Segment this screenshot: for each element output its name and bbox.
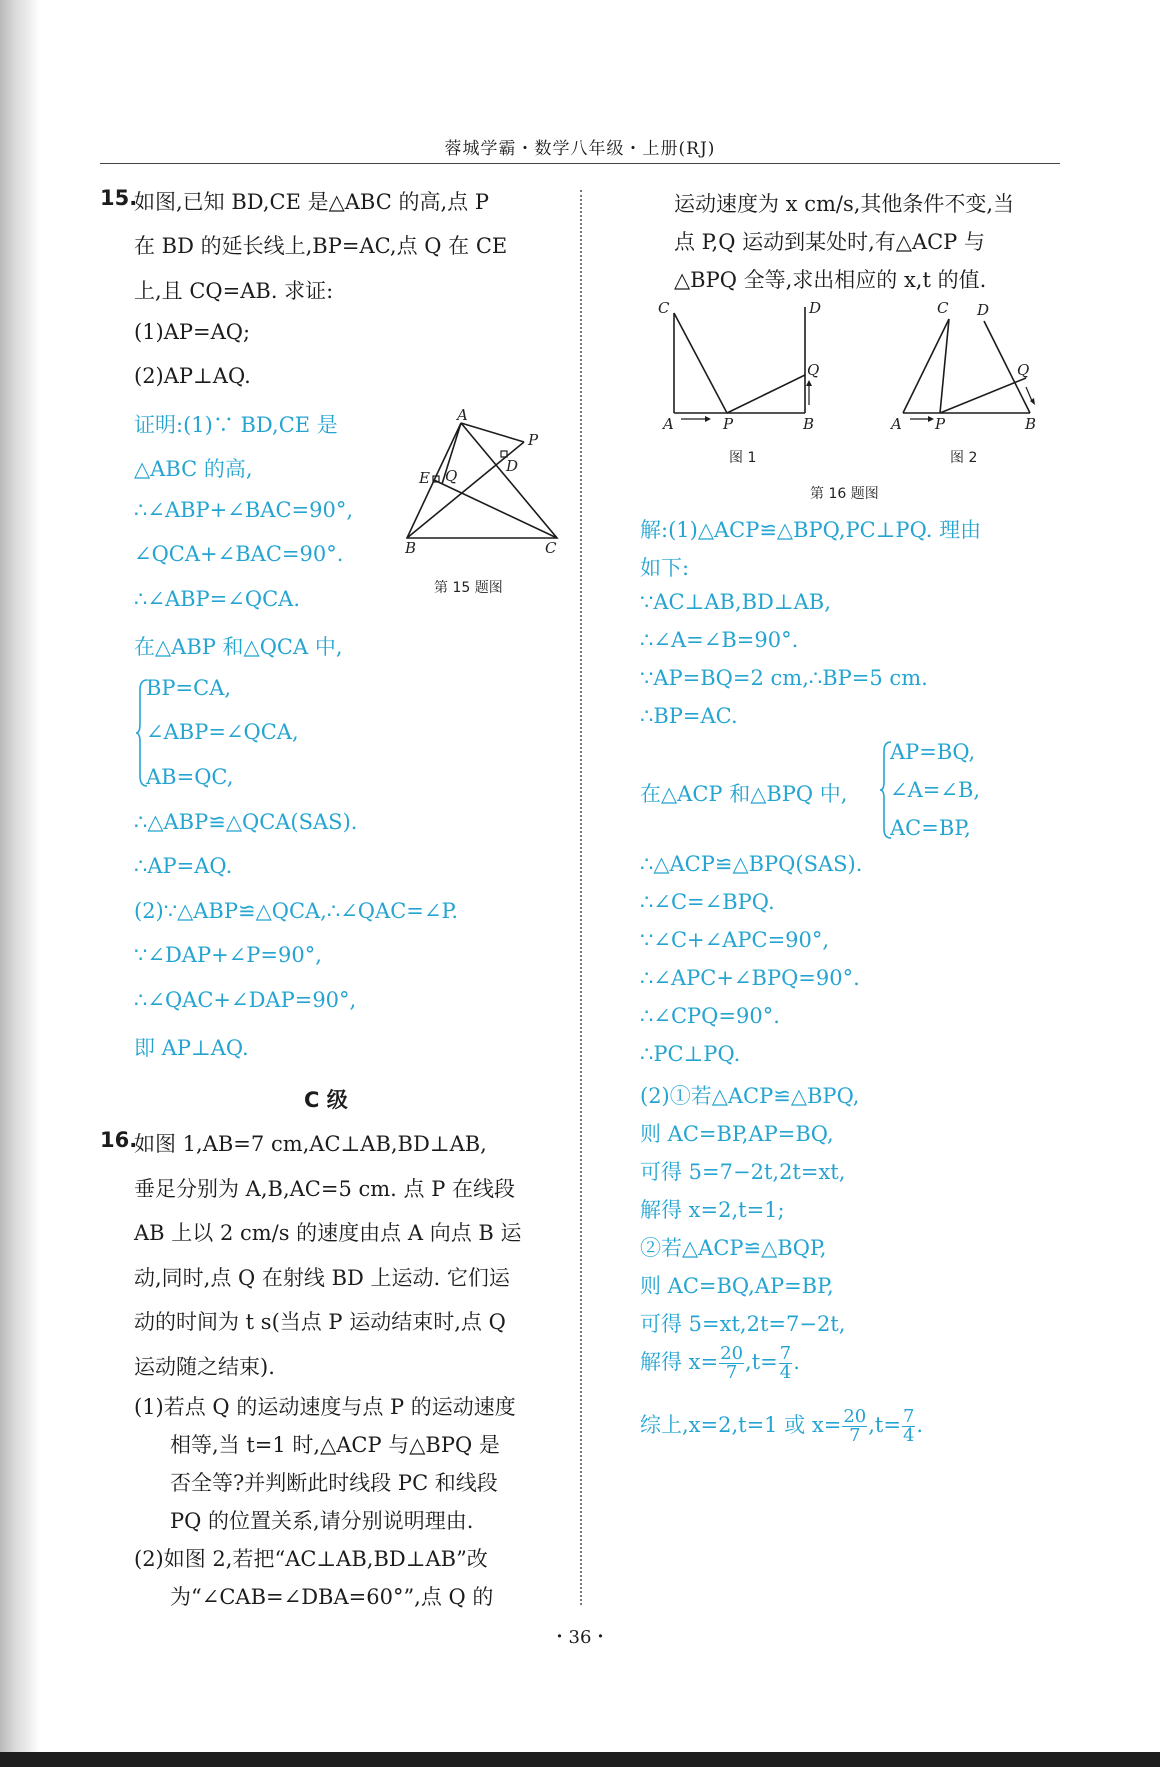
fraction-denominator: 4 bbox=[902, 1425, 915, 1446]
q16-system-line: AC=BP, bbox=[890, 816, 971, 840]
fig15-label-c: C bbox=[545, 539, 557, 555]
q16-part2-line: 为“∠CAB=∠DBA=60°”,点 Q 的 bbox=[170, 1585, 494, 1609]
fraction-denominator: 4 bbox=[779, 1362, 792, 1383]
q16-solution-line: ②若△ACP≌△BQP, bbox=[640, 1236, 827, 1260]
q16-stem-line: 动,同时,点 Q 在射线 BD 上运动. 它们运 bbox=[134, 1266, 510, 1290]
q15-proof-line: 证明:(1)∵ BD,CE 是 bbox=[134, 413, 338, 437]
running-header: 蓉城学霸・数学八年级・上册(RJ) bbox=[444, 139, 716, 159]
q16-solution bbox=[640, 0, 1060, 1620]
fig15-label-d: D bbox=[506, 457, 519, 475]
q15-proof-line: ∴AP=AQ. bbox=[134, 854, 233, 878]
q15-proof-line: ∵∠DAP+∠P=90°, bbox=[134, 943, 322, 967]
result-text: 综上,x=2,t=1 或 x= bbox=[640, 1413, 842, 1437]
q16-solution-line: 可得 5=xt,2t=7−2t, bbox=[640, 1312, 846, 1336]
q16-solution-line: 则 AC=BP,AP=BQ, bbox=[640, 1122, 834, 1146]
q16-solution-line: 如下: bbox=[640, 556, 690, 580]
fraction-numerator: 7 bbox=[902, 1406, 915, 1427]
question-15-number: 15. bbox=[100, 186, 138, 210]
figure-15-caption: 第 15 题图 bbox=[434, 580, 503, 596]
fig15-label-b: B bbox=[405, 539, 417, 555]
q16-result-case2 bbox=[640, 1345, 800, 1382]
fraction-numerator: 20 bbox=[843, 1406, 867, 1427]
q15-part-1: (1)AP=AQ; bbox=[134, 320, 251, 344]
q16-solution-line: ∴∠C=∠BPQ. bbox=[640, 890, 775, 914]
figure-16-1-caption: 图 1 bbox=[729, 450, 757, 466]
figure-16-caption: 第 16 题图 bbox=[810, 486, 879, 502]
q15-proof-line: 在△ABP 和△QCA 中, bbox=[134, 635, 343, 659]
q16-system-line: ∠A=∠B, bbox=[890, 778, 981, 802]
q16-solution-line: ∴∠CPQ=90°. bbox=[640, 1004, 780, 1028]
q16-stem-line: 如图 1,AB=7 cm,AC⊥AB,BD⊥AB, bbox=[134, 1132, 487, 1156]
q16-solution-line: 则 AC=BQ,AP=BP, bbox=[640, 1274, 834, 1298]
result-text: . bbox=[916, 1413, 924, 1437]
q16-system-line: AP=BQ, bbox=[890, 740, 976, 764]
q16-part1-line: 否全等?并判断此时线段 PC 和线段 bbox=[170, 1471, 498, 1495]
fig16-1-label-c: C bbox=[658, 299, 670, 317]
result-text: ,t= bbox=[745, 1350, 778, 1374]
page-number: ・36・ bbox=[550, 1627, 610, 1648]
fraction bbox=[719, 1345, 744, 1382]
q16-solution-line: ∴△ACP≌△BPQ(SAS). bbox=[640, 852, 863, 876]
q15-proof-line: △ABC 的高, bbox=[134, 457, 253, 481]
fig16-1-label-b: B bbox=[803, 415, 815, 433]
result-text: . bbox=[793, 1350, 800, 1374]
q16-stem-line: AB 上以 2 cm/s 的速度由点 A 向点 B 运 bbox=[134, 1221, 522, 1245]
q16-stem-line: 动的时间为 t s(当点 P 运动结束时,点 Q bbox=[134, 1310, 506, 1334]
q16-solution-line: ∴BP=AC. bbox=[640, 704, 738, 728]
fraction bbox=[779, 1345, 792, 1382]
q15-proof-line: 即 AP⊥AQ. bbox=[134, 1036, 249, 1060]
q15-part-2: (2)AP⊥AQ. bbox=[134, 364, 251, 388]
q16-part2-line: (2)如图 2,若把“AC⊥AB,BD⊥AB”改 bbox=[134, 1547, 488, 1571]
fig16-2-label-c: C bbox=[937, 299, 949, 317]
q15-proof-line: ∴∠ABP=∠QCA. bbox=[134, 587, 301, 611]
fig15-label-a: A bbox=[457, 406, 468, 424]
fig16-1-label-a: A bbox=[663, 415, 674, 433]
q15-stem-line: 上,且 CQ=AB. 求证: bbox=[134, 279, 334, 303]
q15-proof-line: (2)∵△ABP≌△QCA,∴∠QAC=∠P. bbox=[134, 899, 459, 923]
q16-part1-line: 相等,当 t=1 时,△ACP 与△BPQ 是 bbox=[170, 1433, 500, 1457]
q16-solution-line: ∴∠APC+∠BPQ=90°. bbox=[640, 966, 860, 990]
q16-solution-line: 可得 5=7−2t,2t=xt, bbox=[640, 1160, 846, 1184]
q16-solution-line: 解得 x=2,t=1; bbox=[640, 1198, 785, 1222]
fig16-1-label-d: D bbox=[809, 299, 822, 317]
fig16-2-label-b: B bbox=[1025, 415, 1037, 433]
fraction-denominator: 7 bbox=[725, 1362, 738, 1383]
q15-system-line: AB=QC, bbox=[146, 765, 234, 789]
fig16-2-label-d: D bbox=[977, 301, 990, 319]
fig16-1-label-p: P bbox=[723, 415, 734, 433]
fraction bbox=[902, 1408, 915, 1445]
q16-solution-line: ∵∠C+∠APC=90°, bbox=[640, 928, 830, 952]
q16-solution-line: ∵AP=BQ=2 cm,∴BP=5 cm. bbox=[640, 666, 928, 690]
figure-15-triangle bbox=[405, 405, 565, 555]
fig16-2-label-p: P bbox=[935, 415, 946, 433]
q15-system-line: BP=CA, bbox=[146, 676, 232, 700]
fig15-label-e: E bbox=[419, 469, 430, 487]
q16-solution-line: 解:(1)△ACP≌△BPQ,PC⊥PQ. 理由 bbox=[640, 518, 982, 542]
fraction-numerator: 7 bbox=[779, 1343, 792, 1364]
q16-stem-line: 运动随之结束). bbox=[134, 1355, 275, 1379]
fig15-label-p: P bbox=[528, 431, 539, 449]
q16-solution-line: (2)①若△ACP≌△BPQ, bbox=[640, 1084, 860, 1108]
left-column bbox=[100, 0, 570, 1620]
question-16-number: 16. bbox=[100, 1128, 138, 1152]
q16-continued-line: 点 P,Q 运动到某处时,有△ACP 与 bbox=[674, 230, 985, 254]
q15-system-line: ∠ABP=∠QCA, bbox=[146, 720, 299, 744]
fig16-2-label-q: Q bbox=[1017, 361, 1030, 379]
column-divider bbox=[580, 190, 582, 1605]
figure-16-2-caption: 图 2 bbox=[950, 450, 978, 466]
fraction bbox=[842, 1408, 867, 1445]
q15-proof-line: ∴△ABP≌△QCA(SAS). bbox=[134, 810, 358, 834]
bottom-edge-bar bbox=[0, 1752, 1160, 1767]
q15-stem-line: 如图,已知 BD,CE 是△ABC 的高,点 P bbox=[134, 190, 489, 214]
fig15-label-q: Q bbox=[445, 467, 458, 485]
q16-continued-line: 运动速度为 x cm/s,其他条件不变,当 bbox=[674, 192, 1015, 216]
q15-stem-line: 在 BD 的延长线上,BP=AC,点 Q 在 CE bbox=[134, 234, 508, 258]
q16-stem-line: 垂足分别为 A,B,AC=5 cm. 点 P 在线段 bbox=[134, 1177, 515, 1201]
q16-solution-line: ∴∠A=∠B=90°. bbox=[640, 628, 799, 652]
q16-part1-line: (1)若点 Q 的运动速度与点 P 的运动速度 bbox=[134, 1395, 516, 1419]
result-text: 解得 x= bbox=[640, 1350, 719, 1374]
q16-solution-line: ∵AC⊥AB,BD⊥AB, bbox=[640, 590, 831, 614]
fraction-denominator: 7 bbox=[849, 1425, 861, 1446]
q16-solution-line: ∴PC⊥PQ. bbox=[640, 1042, 741, 1066]
q15-proof-line: ∴∠QAC+∠DAP=90°, bbox=[134, 988, 357, 1012]
fraction-numerator: 20 bbox=[720, 1343, 744, 1364]
q15-proof-line: ∠QCA+∠BAC=90°. bbox=[134, 542, 344, 566]
fig16-2-label-a: A bbox=[891, 415, 902, 433]
q15-proof-line: ∴∠ABP+∠BAC=90°, bbox=[134, 498, 354, 522]
level-heading: C 级 bbox=[304, 1088, 348, 1112]
result-text: ,t= bbox=[868, 1413, 901, 1437]
fig16-1-label-q: Q bbox=[807, 361, 820, 379]
q16-part1-line: PQ 的位置关系,请分别说明理由. bbox=[170, 1509, 474, 1533]
q16-continued-line: △BPQ 全等,求出相应的 x,t 的值. bbox=[674, 268, 987, 292]
page-edge-shadow bbox=[0, 0, 40, 1767]
q16-conclusion bbox=[640, 1408, 923, 1445]
q16-system-intro: 在△ACP 和△BPQ 中, bbox=[640, 782, 848, 806]
